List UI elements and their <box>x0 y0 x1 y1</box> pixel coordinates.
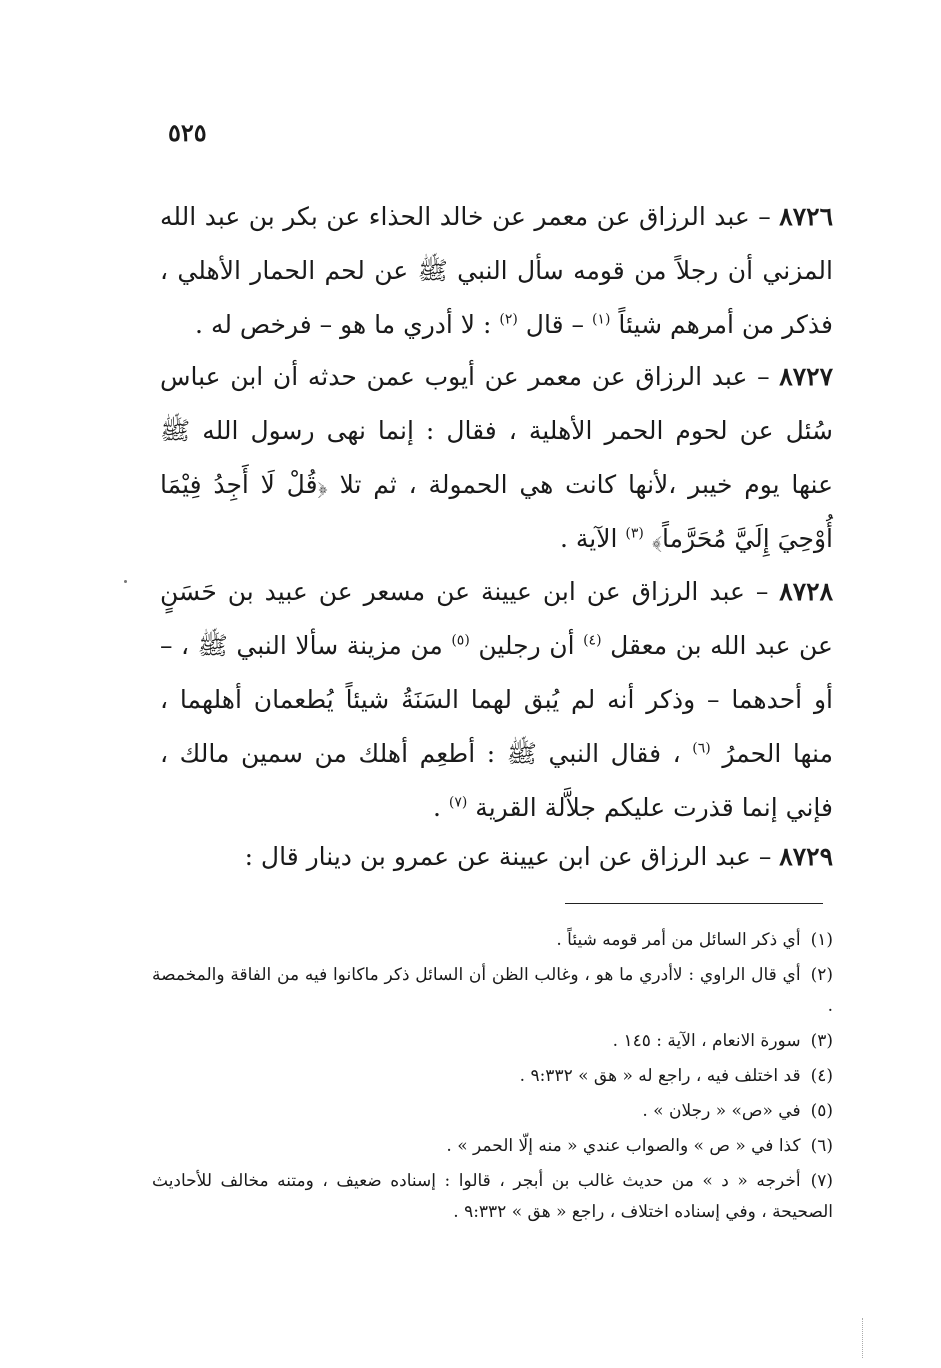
hadith-text: أن رجلين <box>478 631 575 660</box>
scan-speck <box>124 580 127 583</box>
footnote-ref: (١) <box>591 311 611 328</box>
footnote-ref: (٥) <box>451 632 470 649</box>
footnote-mark: (٣) <box>810 1031 833 1051</box>
hadith-text: من مزينة سألا النبي ﷺ ، – أو أحدهما – وذكر أنه لم يُبق لهما السَنَةُ شيئاً يُطعمان أهلهما ، منها الحمرُ <box>160 631 833 768</box>
hadith-text: ، فقال النبي ﷺ : أطعِم أهلك من سمين مالك ، فإني إنما قذرت عليكم جلاَّلة القرية <box>160 739 833 822</box>
footnote-mark: (٢) <box>810 965 833 985</box>
footnote-item <box>152 1061 833 1092</box>
hadith-8728 <box>160 565 833 835</box>
hadith-text: – عبد الرزاق عن معمر عن خالد الحذاء عن بكر بن عبد الله المزني أن رجلاً من قومه سأل النبي ﷺ عن لحم الحمار الأهلي ، فذكر من أمرهم شيئاً <box>160 202 833 339</box>
hadith-8727 <box>160 350 833 566</box>
hadith-number: ٨٧٢٦ <box>779 202 834 231</box>
footnote-ref: (٢) <box>499 311 518 328</box>
footnote-item <box>152 1096 833 1127</box>
footnote-ref: (٧) <box>448 794 468 811</box>
hadith-text: . <box>432 793 441 822</box>
footnote-divider <box>565 903 823 904</box>
footnote-item <box>152 1166 833 1228</box>
hadith-text: – عبد الرزاق عن معمر عن أيوب عمن حدثه أن ابن عباس سُئل عن لحوم الحمر الأهلية ، فقال : إنما نهى رسول الله ﷺ عنها يوم خيبر ،لأنها كانت هي الحمولة ، ثم تلا ﴿قُلْ لَا أَجِدُ فِيْمَا أُوْحِيَ إِلَيَّ مُحَرَّماً﴾ <box>160 362 833 553</box>
hadith-text: : لا أدري ما هو – فرخص له . <box>195 310 492 339</box>
footnote-text: سورة الانعام ، الآية : ١٤٥ . <box>612 1031 801 1051</box>
footnote-item <box>152 1026 833 1057</box>
hadith-text: – قال <box>525 310 584 339</box>
footnote-mark: (٧) <box>810 1171 833 1191</box>
scan-margin-mark <box>862 1318 865 1358</box>
footnote-item <box>152 1131 833 1162</box>
footnotes <box>152 925 833 1232</box>
footnote-mark: (٤) <box>810 1066 833 1086</box>
footnote-item <box>152 925 833 956</box>
hadith-number: ٨٧٢٧ <box>779 362 833 391</box>
footnote-mark: (٥) <box>810 1101 833 1121</box>
footnote-text: أي ذكر السائل من أمر قومه شيئاً . <box>556 930 801 950</box>
hadith-text: – عبد الرزاق عن ابن عيينة عن عمرو بن دينار قال : <box>244 842 772 871</box>
footnote-text: أي قال الراوي : لاأدري ما هو ، وغالب الظن أن السائل ذكر ماكانوا فيه من الفاقة والمخمصة . <box>152 965 833 1016</box>
hadith-text: – عبد الرزاق عن ابن عيينة عن مسعر عن عبيد بن حَسَنٍ عن عبد الله بن معقل <box>160 577 833 660</box>
footnote-text: قد اختلف فيه ، راجع له « هق » ٩:٣٣٢ . <box>519 1066 801 1086</box>
footnote-ref: (٦) <box>692 740 711 757</box>
hadith-8729 <box>160 830 833 884</box>
footnote-text: كذا في « ص » والصواب عندي « منه إلّا الحمر » . <box>446 1136 801 1156</box>
footnote-text: أخرجه « د » من حديث غالب بن أبجر ، قالوا : إسناده ضعيف ، ومتنه مخالف للأحاديث الصحيحة ، وفي إسناده اختلاف ، راجع « هق » ٩:٣٣٢ . <box>152 1171 833 1222</box>
footnote-ref: (٤) <box>583 632 602 649</box>
footnote-mark: (٦) <box>810 1136 833 1156</box>
page-number: ٥٢٥ <box>168 118 207 147</box>
hadith-8726 <box>160 190 833 352</box>
footnote-text: في «ص» « رجلان » . <box>642 1101 801 1121</box>
footnote-ref: (٣) <box>625 525 644 542</box>
footnote-item <box>152 960 833 1022</box>
hadith-number: ٨٧٢٩ <box>779 842 833 871</box>
hadith-number: ٨٧٢٨ <box>779 577 833 606</box>
footnote-mark: (١) <box>810 930 833 950</box>
hadith-text: الآية . <box>559 524 618 553</box>
